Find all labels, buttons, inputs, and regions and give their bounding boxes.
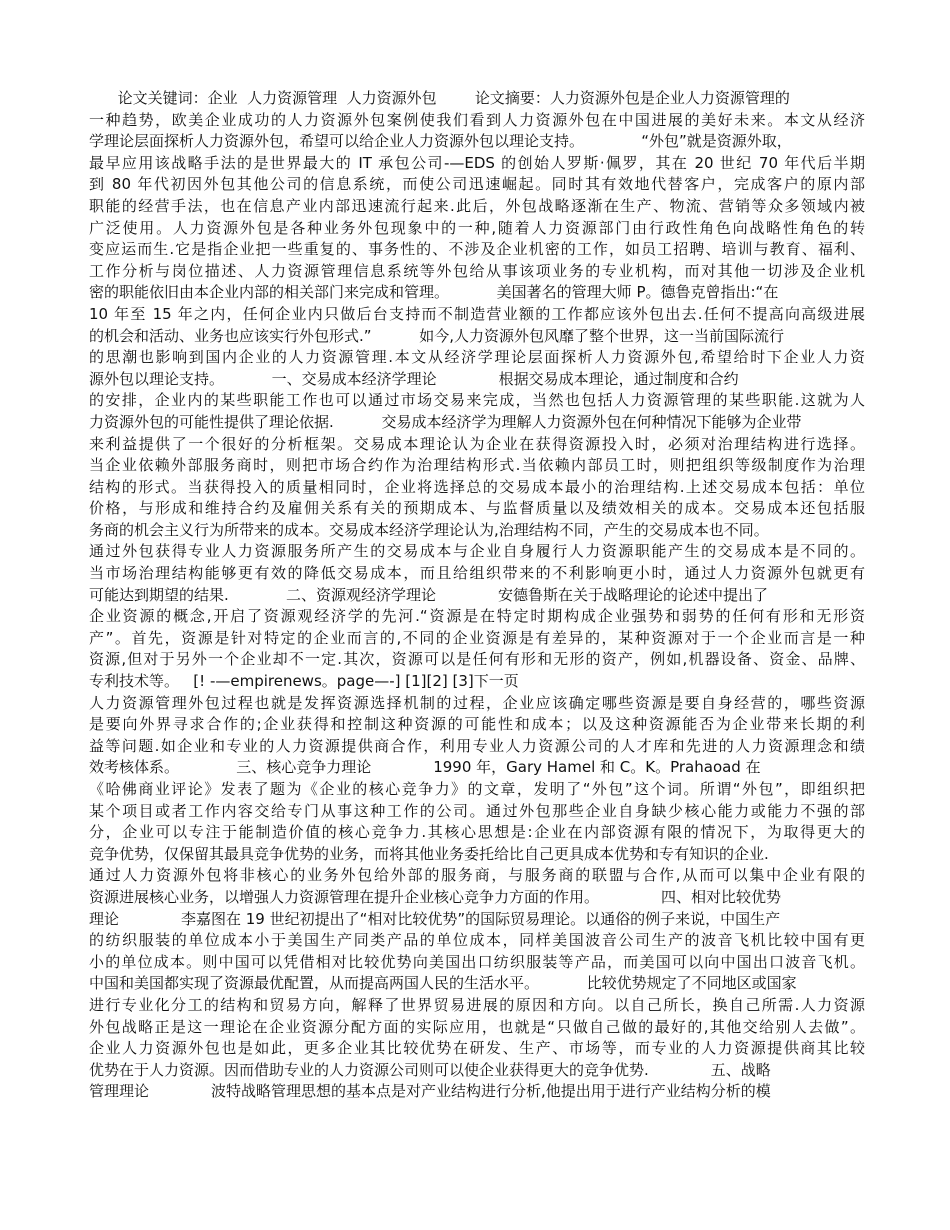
text-line: 人力资源管理外包过程也就是发挥资源选择机制的过程，企业应该确定哪些资源是要自身经营的，哪些资源 (89, 693, 865, 712)
text-line: 《哈佛商业评论》发表了题为《企业的核心竞争力》的文章，发明了“外包”这个词。所谓“外包”，即组织把 (89, 780, 865, 798)
text-line: 某个项目或者工作内容交给专门从事这种工作的公司。通过外包那些企业自身缺少核心能力或能力不强的部 (89, 801, 865, 820)
text-line: 广泛使用。人力资源外包是各种业务外包现象中的一种,随着人力资源部门由行政性角色向战略性角色的转 (89, 218, 865, 237)
text-line: 理论 李嘉图在 19 世纪初提出了“相对比较优势”的国际贸易理论。以通俗的例子来说，中国生产 (89, 909, 781, 928)
text-line: 产”。首先，资源是针对特定的企业而言的,不同的企业资源是有差异的，某种资源对于一个企业而言是一种 (89, 628, 865, 647)
text-line: 的安排，企业内的某些职能工作也可以通过市场交易来完成，当然也包括人力资源管理的某些职能.这就为人 (89, 391, 865, 410)
text-line: 专利技术等。 [! -—empirenews。page—-] [1][2] [3]下一页 (89, 672, 519, 691)
text-line: 是要向外界寻求合作的;企业获得和控制这种资源的可能性和成本；以及这种资源能否为企业带来长期的利 (89, 715, 865, 734)
text-line: 结构的形式。当获得投入的质量相同时，企业将选择总的交易成本最小的治理结构.上述交易成本包括：单位 (89, 477, 865, 496)
text-line: 资源,但对于另外一个企业却不一定.其次，资源可以是任何有形和无形的资产，例如,机器设备、资金、品牌、 (89, 650, 865, 669)
text-line: 的机会和活动、业务也应该实行外包形式.” 如今,人力资源外包风靡了整个世界，这一当前国际流行 (89, 326, 784, 345)
text-line: 职能的经营手法，也在信息产业内部迅速流行起来.此后，外包战略逐渐在生产、物流、营销等众多领域内被 (89, 196, 865, 215)
text-line: 优势在于人力资源。因而借助专业的人力资源公司则可以使企业获得更大的竞争优势. 五、战略 (89, 1060, 771, 1079)
text-line: 源外包以理论支持。 一、交易成本经济学理论 根据交易成本理论，通过制度和合约 (89, 369, 739, 388)
text-line: 效考核体系。 三、核心竞争力理论 1990 年，Gary Hamel 和 C。K。Prahaoad 在 (89, 758, 761, 777)
text-line: 论文关键词：企业 人力资源管理 人力资源外包 论文摘要：人力资源外包是企业人力资源管理的 (89, 89, 790, 107)
text-line: 学理论层面探析人力资源外包，希望可以给企业人力资源外包以理论支持。 “外包”就是资源外取， (89, 132, 792, 151)
text-line: 外包战略正是这一理论在企业资源分配方面的实际应用，也就是“只做自己做的最好的,其他交给别人去做”。 (89, 1017, 865, 1036)
text-line: 中国和美国都实现了资源最优配置，从而提高两国人民的生活水平。 比较优势规定了不同地区或国家 (89, 974, 797, 993)
text-line: 工作分析与岗位描述、人力资源管理信息系统等外包给从事该项业务的专业机构，而对其他一切涉及企业机 (89, 261, 865, 280)
text-line: 的纺织服装的单位成本小于美国生产同类产品的单位成本，同样美国波音公司生产的波音飞机比较中国有更 (89, 931, 865, 950)
text-line: 力资源外包的可能性提供了理论依据. 交易成本经济学为理解人力资源外包在何种情况下能够为企业带 (89, 412, 802, 431)
text-line: 通过人力资源外包将非核心的业务外包给外部的服务商，与服务商的联盟与合作,从而可以集中企业有限的 (89, 866, 865, 885)
document-body (89, 88, 865, 1103)
text-line: 企业人力资源外包也是如此，更多企业其比较优势在研发、生产、市场等，而专业的人力资源提供商其比较 (89, 1039, 865, 1058)
text-line: 通过外包获得专业人力资源服务所产生的交易成本与企业自身履行人力资源职能产生的交易成本是不同的。 (89, 542, 865, 561)
text-line: 当市场治理结构能够更有效的降低交易成本，而且给组织带来的不利影响更小时，通过人力资源外包就更有 (89, 564, 865, 583)
text-line: 最早应用该战略手法的是世界最大的 IT 承包公司-—EDS 的创始人罗斯·佩罗，其在 20 世纪 70 年代后半期 (89, 153, 865, 172)
text-line: 务商的机会主义行为所带来的成本。交易成本经济学理论认为,治理结构不同，产生的交易成本也不同。 (89, 520, 769, 539)
text-line: 到 80 年代初因外包其他公司的信息系统，而使公司迅速崛起。同时其有效地代替客户，完成客户的原内部 (89, 175, 865, 194)
text-line: 价格，与形成和维持合约及雇佣关系有关的预期成本、与监督质量以及绩效相关的成本。交易成本还包括服 (89, 499, 865, 518)
text-line: 资源进展核心业务，以增强人力资源管理在提升企业核心竞争力方面的作用。 四、相对比较优势 (89, 887, 781, 906)
text-line: 来利益提供了一个很好的分析框架。交易成本理论认为企业在获得资源投入时，必须对治理结构进行选择。 (89, 434, 865, 453)
text-line: 益等问题.如企业和专业的人力资源提供商合作，利用专业人力资源公司的人才库和先进的人力资源理念和绩 (89, 736, 865, 755)
text-line: 进行专业化分工的结构和贸易方向，解释了世界贸易进展的原因和方向。以自己所长，换自己所需.人力资源 (89, 995, 865, 1014)
text-line: 当企业依赖外部服务商时，则把市场合约作为治理结构形式.当依赖内部员工时，则把组织等级制度作为治理 (89, 456, 865, 475)
text-line: 密的职能依旧由本企业内部的相关部门来完成和管理。 美国著名的管理大师 P。德鲁克曾指出:“在 (89, 283, 779, 302)
text-line: 的思潮也影响到国内企业的人力资源管理.本文从经济学理论层面探析人力资源外包,希望给时下企业人力资 (89, 348, 865, 367)
text-line: 一种趋势，欧美企业成功的人力资源外包案例使我们看到人力资源外包在中国进展的美好未来。本文从经济 (89, 110, 865, 129)
text-line: 分，企业可以专注于能制造价值的核心竞争力.其核心思想是:企业在内部资源有限的情况下，为取得更大的 (89, 823, 865, 842)
text-line: 管理理论 波特战略管理思想的基本点是对产业结构进行分析,他提出用于进行产业结构分析的模 (89, 1082, 771, 1101)
text-line: 企业资源的概念,开启了资源观经济学的先河.“资源是在特定时期构成企业强势和弱势的任何有形和无形资 (89, 607, 865, 626)
text-line: 小的单位成本。则中国可以凭借相对比较优势向美国出口纺织服装等产品，而美国可以向中国出口波音飞机。 (89, 952, 865, 971)
text-line: 竞争优势，仅保留其最具竞争优势的业务，而将其他业务委托给比自己更具成本优势和专有知识的企业. (89, 844, 769, 863)
text-line: 10 年至 15 年之内，任何企业内只做后台支持而不制造营业额的工作都应该外包出去.任何不提高向高级进展 (89, 304, 865, 323)
text-line: 变应运而生.它是指企业把一些重复的、事务性的、不涉及企业机密的工作，如员工招聘、培训与教育、福利、 (89, 240, 865, 259)
text-line: 可能达到期望的结果. 二、资源观经济学理论 安德鲁斯在关于战略理论的论述中提出了 (89, 585, 768, 604)
